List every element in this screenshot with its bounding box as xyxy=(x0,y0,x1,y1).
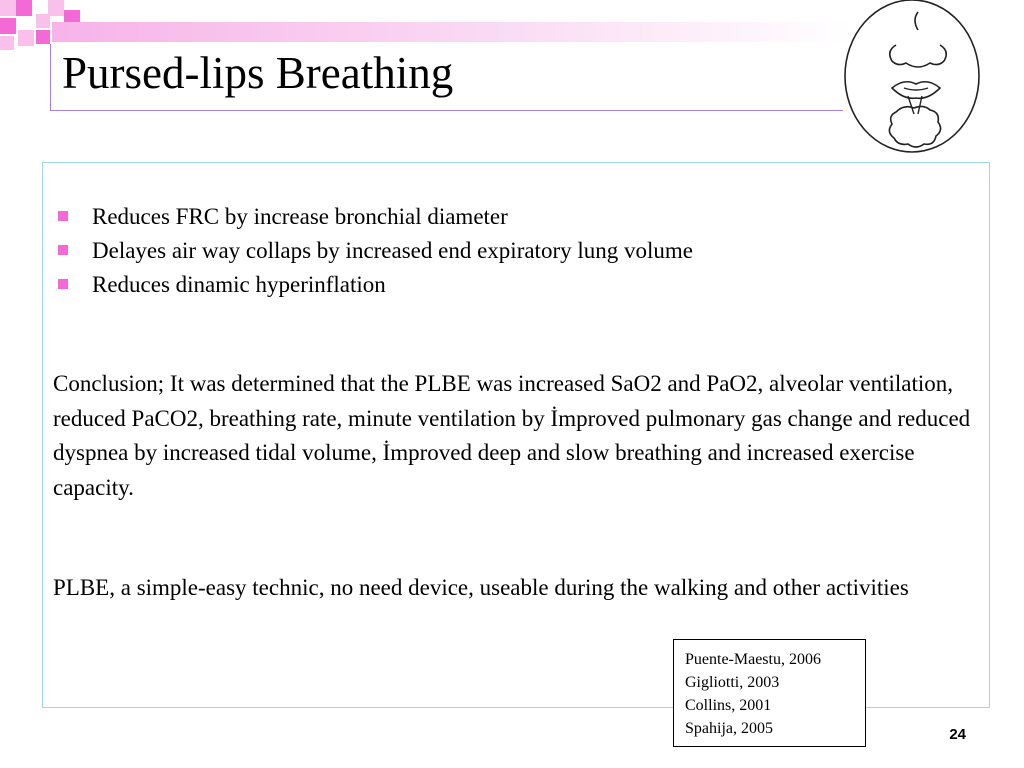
reference-item: Gigliotti, 2003 xyxy=(685,674,780,691)
reference-item: Puente-Maestu, 2006 xyxy=(685,651,821,668)
bullet-text: Delayes air way collaps by increased end expiratory lung volume xyxy=(92,238,693,263)
list-item xyxy=(56,268,693,302)
list-item xyxy=(56,234,693,268)
bullet-text: Reduces dinamic hyperinflation xyxy=(92,272,386,297)
conclusion-paragraph: Conclusion; It was determined that the PLBE was increased SaO2 and PaO2, alveolar ventilation, reduced PaCO2, breathing rate, minute ventilation by İmproved pulmonary gas change and reduced dyspnea by increased tidal volume, İmproved deep and slow breathing and increased exercise capacity. xyxy=(53,371,971,500)
list-item xyxy=(56,200,693,234)
slide-title: Pursed-lips Breathing xyxy=(62,48,454,98)
bullet-list xyxy=(56,200,693,302)
square-bullet-icon xyxy=(58,279,68,289)
pursed-lips-face-icon xyxy=(838,0,988,158)
reference-item: Collins, 2001 xyxy=(685,697,772,714)
references-box xyxy=(673,639,866,747)
square-bullet-icon xyxy=(58,245,68,255)
page-number: 24 xyxy=(949,726,966,743)
title-gradient-bar xyxy=(52,22,852,42)
bullet-text: Reduces FRC by increase bronchial diameter xyxy=(92,204,508,229)
reference-item: Spahija, 2005 xyxy=(685,720,773,737)
square-bullet-icon xyxy=(58,211,68,221)
plbe-paragraph: PLBE, a simple-easy technic, no need device, useable during the walking and other activities xyxy=(53,575,909,600)
